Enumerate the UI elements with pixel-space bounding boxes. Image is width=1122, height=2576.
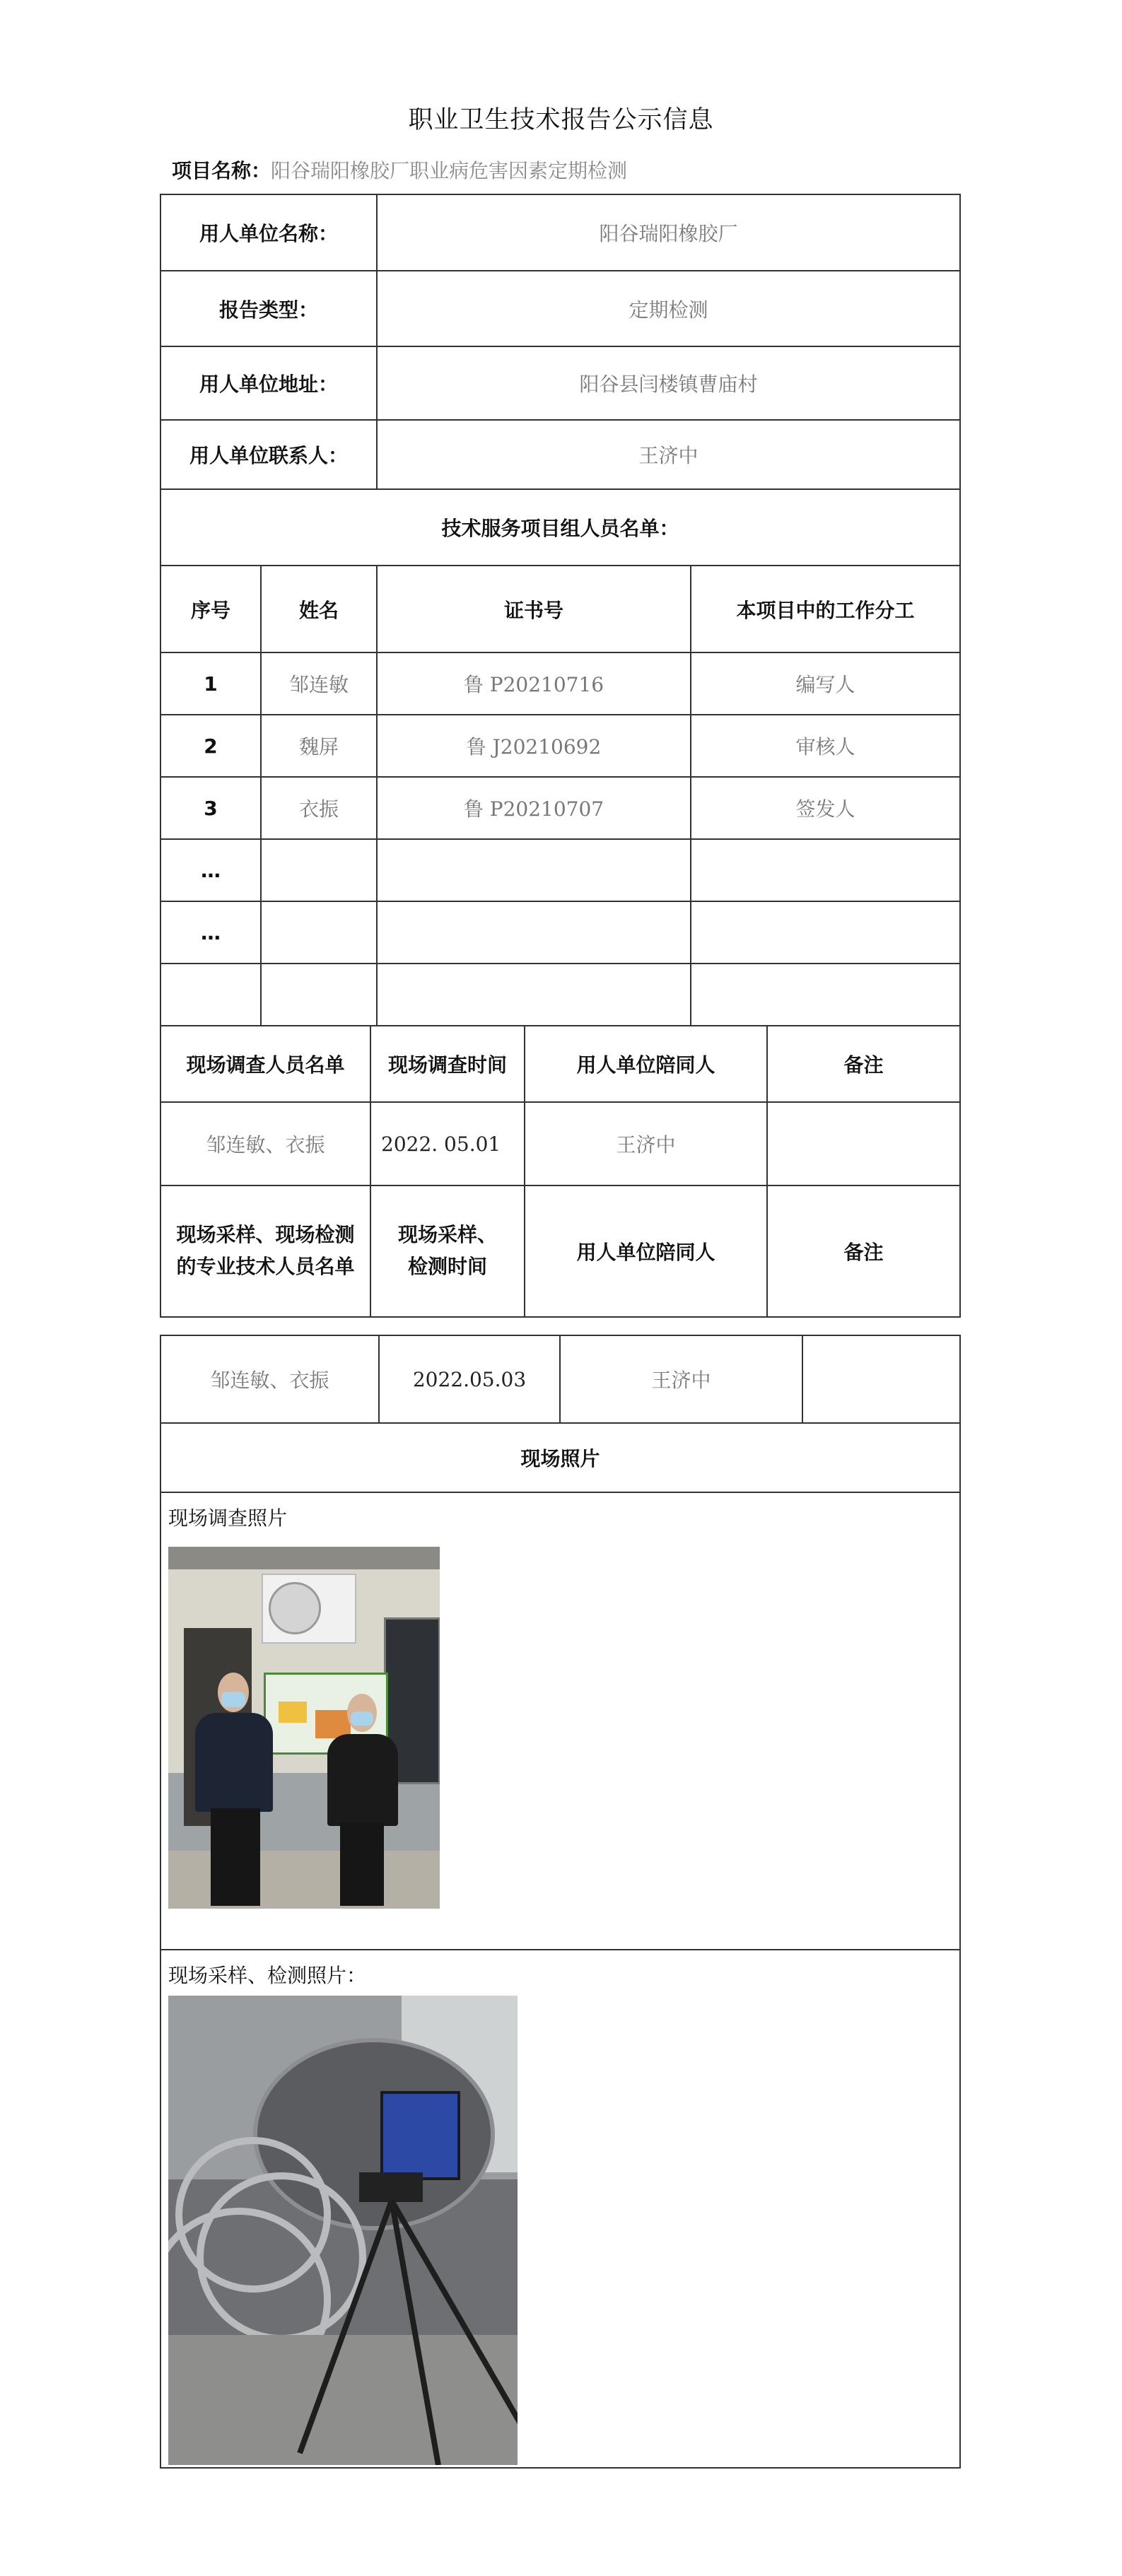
- survey-col-header: 现场调查人员名单: [160, 1026, 370, 1102]
- photos-heading: 现场照片: [160, 1423, 960, 1492]
- sampling-people: 邹连敏、衣振: [160, 1335, 379, 1423]
- survey-row: [160, 1102, 960, 1185]
- staff-row: [160, 839, 960, 901]
- staff-cert: 鲁 P20210707: [377, 777, 691, 839]
- info-value: 阳谷县闫楼镇曹庙村: [377, 346, 960, 420]
- info-label: 用人单位名称：: [160, 194, 377, 271]
- staff-col-header: 序号: [160, 566, 261, 652]
- info-value: 阳谷瑞阳橡胶厂: [377, 194, 960, 271]
- staff-no: 1: [160, 652, 261, 715]
- sampling-escort: 王济中: [560, 1335, 802, 1423]
- project-line: [172, 156, 627, 184]
- survey-col-header: 用人单位陪同人: [525, 1026, 767, 1102]
- staff-cert: 鲁 J20210692: [377, 715, 691, 777]
- staff-role: [691, 964, 960, 1026]
- staff-row: [160, 652, 960, 715]
- info-row: [160, 346, 960, 420]
- sampling-col-header: 现场采样、检测时间: [370, 1185, 525, 1317]
- survey-photo-label: 现场调查照片: [168, 1506, 288, 1530]
- survey-header-row: [160, 1026, 960, 1102]
- sampling-photo: [168, 1996, 518, 2465]
- staff-row: [160, 964, 960, 1026]
- info-label: 用人单位地址：: [160, 346, 377, 420]
- staff-role: 审核人: [691, 715, 960, 777]
- staff-cert: [377, 901, 691, 964]
- survey-escort: 王济中: [525, 1102, 767, 1185]
- staff-role: [691, 839, 960, 901]
- sampling-col-header: 现场采样、现场检测的专业技术人员名单: [160, 1185, 370, 1317]
- survey-photo-cell: [160, 1492, 960, 1950]
- staff-no: …: [160, 901, 261, 964]
- staff-name: [261, 964, 377, 1026]
- staff-no: 3: [160, 777, 261, 839]
- sampling-col-header: 用人单位陪同人: [525, 1185, 767, 1317]
- survey-time: 2022. 05.01: [370, 1102, 525, 1185]
- sampling-note: [802, 1335, 960, 1423]
- survey-col-header: 现场调查时间: [370, 1026, 525, 1102]
- staff-row: [160, 777, 960, 839]
- info-label: 用人单位联系人：: [160, 420, 377, 489]
- info-row: [160, 194, 960, 271]
- info-row: [160, 420, 960, 489]
- staff-name: 魏屏: [261, 715, 377, 777]
- project-label: 项目名称：: [172, 159, 271, 182]
- report-table: [160, 194, 961, 1318]
- photo-table: [160, 1335, 961, 2469]
- sampling-col-header: 备注: [767, 1185, 960, 1317]
- info-value: 定期检测: [377, 271, 960, 346]
- sampling-row: [160, 1335, 960, 1423]
- staff-name: [261, 901, 377, 964]
- staff-role: 签发人: [691, 777, 960, 839]
- staff-cert: [377, 964, 691, 1026]
- page-title: 职业卫生技术报告公示信息: [408, 106, 714, 134]
- staff-header-row: [160, 566, 960, 652]
- staff-heading: 技术服务项目组人员名单：: [160, 489, 960, 566]
- staff-cert: [377, 839, 691, 901]
- info-row: [160, 271, 960, 346]
- photos-heading-row: [160, 1423, 960, 1492]
- staff-no: …: [160, 839, 261, 901]
- info-label: 报告类型：: [160, 271, 377, 346]
- info-value: 王济中: [377, 420, 960, 489]
- staff-role: 编写人: [691, 652, 960, 715]
- staff-cert: 鲁 P20210716: [377, 652, 691, 715]
- staff-name: [261, 839, 377, 901]
- staff-name: 衣振: [261, 777, 377, 839]
- staff-col-header: 证书号: [377, 566, 691, 652]
- sampling-photo-cell: [160, 1950, 960, 2468]
- staff-role: [691, 901, 960, 964]
- survey-people: 邹连敏、衣振: [160, 1102, 370, 1185]
- survey-photo: [168, 1547, 440, 1909]
- survey-photo-row: [160, 1492, 960, 1950]
- staff-col-header: 本项目中的工作分工: [691, 566, 960, 652]
- staff-col-header: 姓名: [261, 566, 377, 652]
- sampling-photo-label: 现场采样、检测照片：: [168, 1964, 367, 1987]
- staff-no: 2: [160, 715, 261, 777]
- sampling-photo-row: [160, 1950, 960, 2468]
- sampling-time: 2022.05.03: [379, 1335, 560, 1423]
- survey-col-header: 备注: [767, 1026, 960, 1102]
- staff-row: [160, 901, 960, 964]
- staff-row: [160, 715, 960, 777]
- sampling-header-row: [160, 1185, 960, 1317]
- staff-heading-row: [160, 489, 960, 566]
- survey-note: [767, 1102, 960, 1185]
- staff-name: 邹连敏: [261, 652, 377, 715]
- project-value: 阳谷瑞阳橡胶厂职业病危害因素定期检测: [271, 159, 628, 182]
- staff-no: [160, 964, 261, 1026]
